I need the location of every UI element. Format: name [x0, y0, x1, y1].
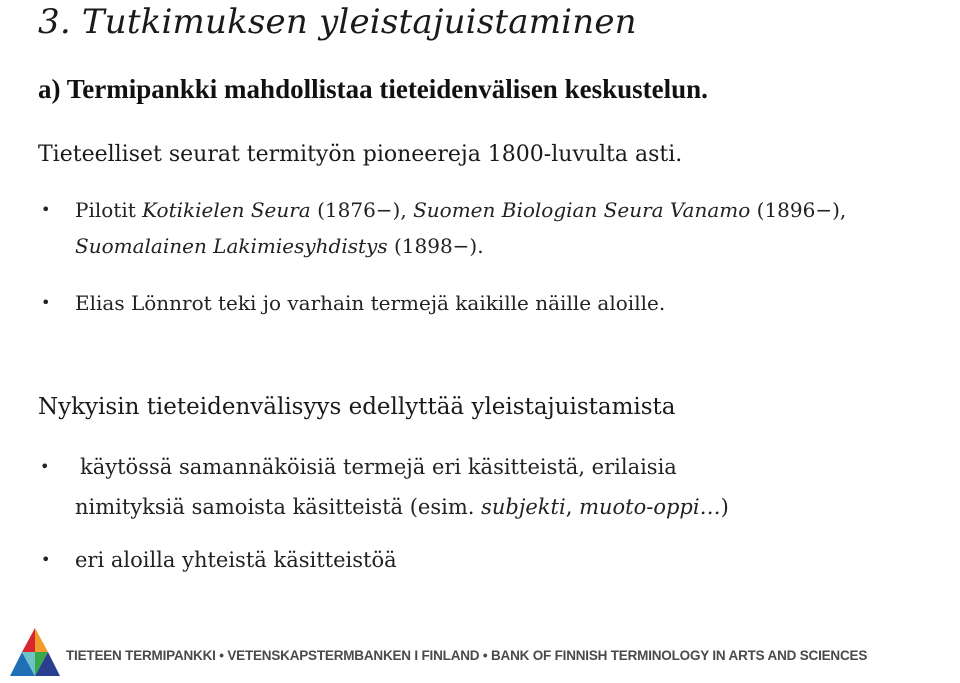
- bullet-text: (1898−).: [387, 234, 484, 258]
- bullet-glyph: •: [41, 293, 51, 312]
- bullet-lonnrot: [41, 285, 955, 321]
- society-name: Suomen Biologian Seura Vanamo: [413, 198, 751, 222]
- bullet-terms: [40, 447, 940, 527]
- bullet-text: (1876−),: [310, 198, 414, 222]
- footer-text: TIETEEN TERMIPANKKI • VETENSKAPSTERMBANKEN I FINLAND • BANK OF FINNISH TERMINOLOGY IN ARTS AND SCIENCES: [66, 648, 868, 663]
- section2-intro: Nykyisin tieteidenvälisyys edellyttää yleistajuistamista: [38, 394, 676, 420]
- society-name: Kotikielen Seura: [142, 198, 311, 222]
- bullet-text: Elias Lönnrot teki jo varhain termejä kaikille näille aloille.: [75, 291, 666, 315]
- bullet-shared-concepts: [41, 540, 935, 580]
- bullet-text: ): [720, 495, 729, 519]
- bullet-glyph: •: [40, 457, 50, 476]
- bullet-text: (1896−),: [750, 198, 847, 222]
- bullet-text: käytössä samannäköisiä termejä eri käsitteistä, erilaisia: [80, 455, 677, 479]
- bullet-pilots: [41, 192, 955, 264]
- triangle-logo-icon: [8, 626, 62, 680]
- section1-intro: Tieteelliset seurat termityön pioneereja 1800-luvulta asti.: [38, 142, 683, 167]
- bullet-text: Pilotit: [75, 198, 143, 222]
- footer-banner: [0, 622, 960, 683]
- slide-title: 3. Tutkimuksen yleistajuistaminen: [38, 2, 637, 42]
- subheading: a) Termipankki mahdollistaa tieteidenvälisen keskustelun.: [38, 74, 708, 104]
- bullet-glyph: •: [41, 200, 51, 219]
- bullet-glyph: •: [41, 550, 51, 569]
- bullet-text: nimityksiä samoista käsitteistä (esim.: [75, 495, 482, 519]
- example-term: subjekti: [481, 495, 566, 519]
- bullet-text: ,: [565, 495, 580, 519]
- bullet-continuation: [75, 487, 940, 527]
- bullet-text: eri aloilla yhteistä käsitteistöä: [75, 548, 397, 572]
- society-name: Suomalainen Lakimiesyhdistys: [75, 234, 388, 258]
- example-term: muoto-oppi…: [579, 495, 721, 519]
